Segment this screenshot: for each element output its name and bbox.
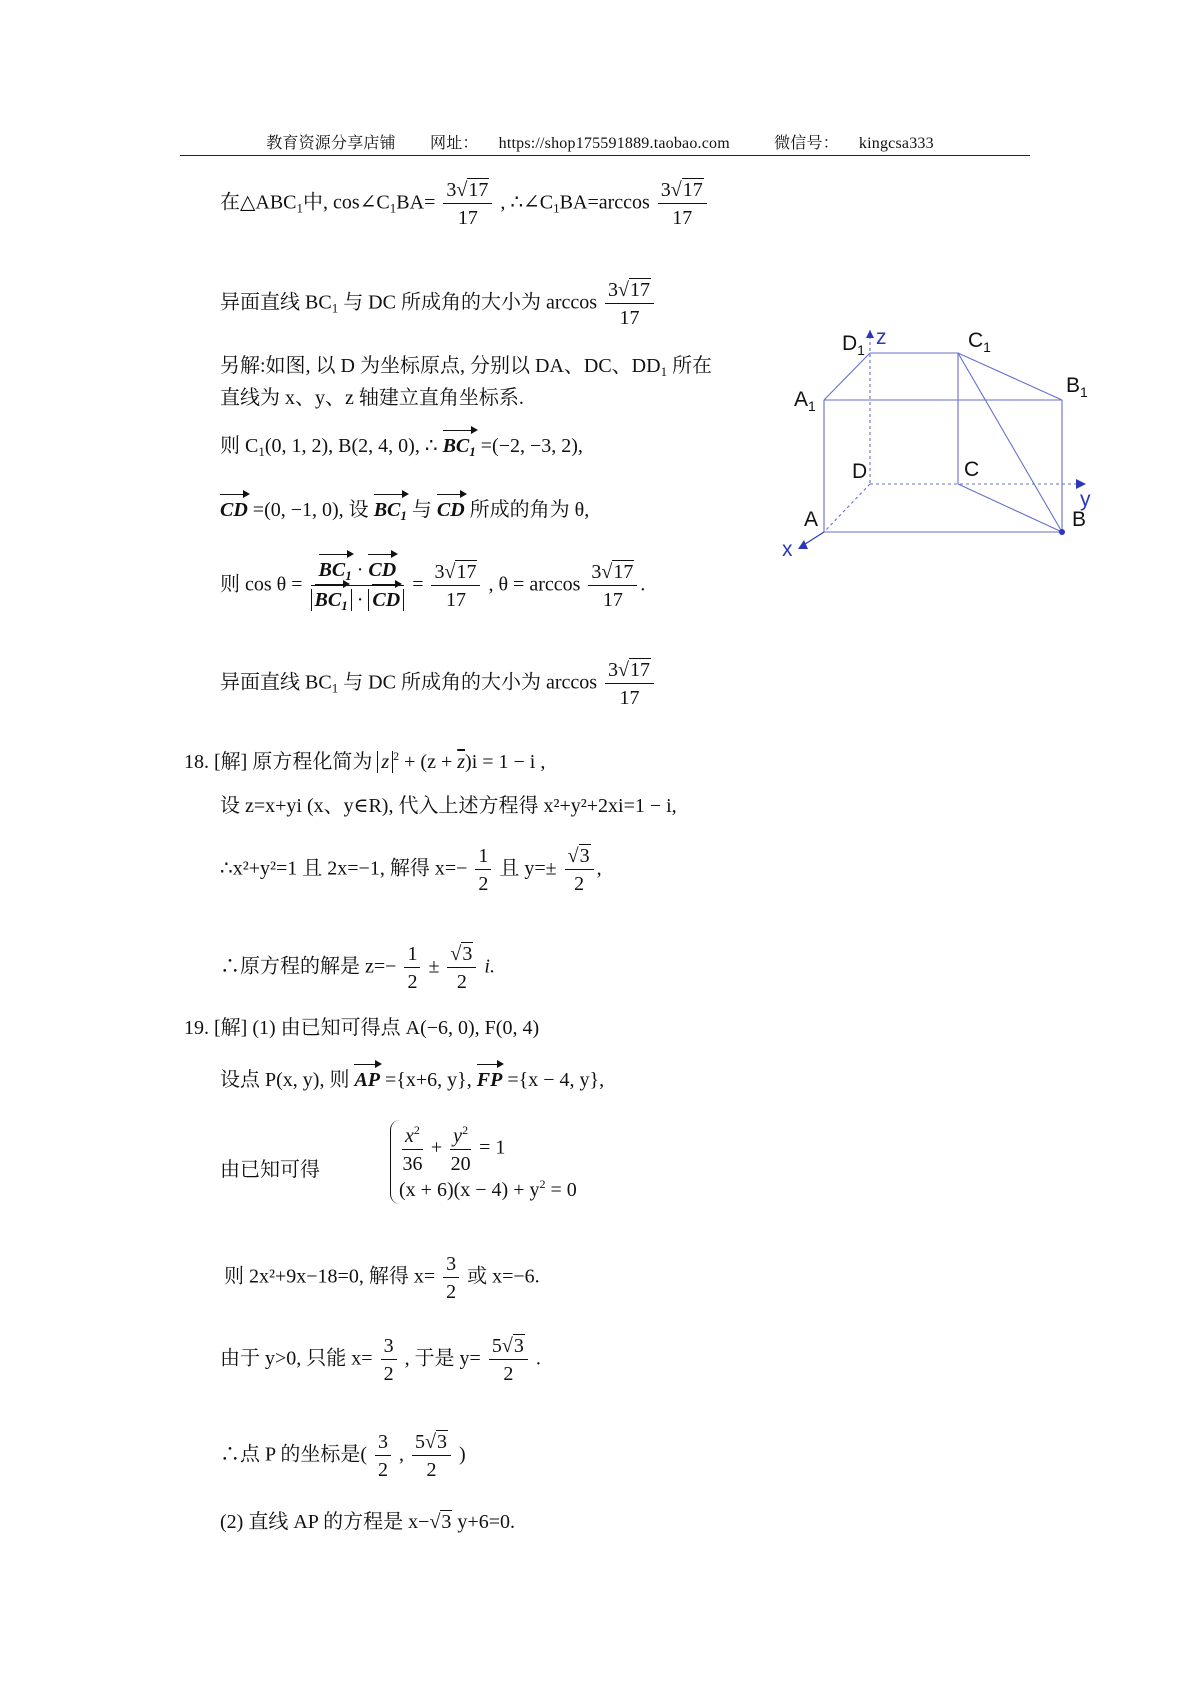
text: (2) 直线 AP 的方程是 x− bbox=[220, 1511, 430, 1533]
cos-fraction bbox=[311, 560, 405, 612]
subscript: 1 bbox=[345, 568, 352, 583]
denominator: 2 bbox=[383, 1363, 394, 1385]
text: y bbox=[453, 1125, 463, 1147]
text: = 0 bbox=[545, 1179, 577, 1201]
subscript: 1 bbox=[389, 200, 397, 216]
subscript: 1 bbox=[660, 364, 668, 379]
coef: 3 bbox=[660, 179, 671, 201]
point-b bbox=[1059, 529, 1065, 535]
text: BC bbox=[314, 589, 342, 611]
conjugate-z: $\overline{z}$ bbox=[457, 751, 466, 773]
radicand: 3 bbox=[437, 1431, 448, 1453]
fraction: $\frac{3√17}{17}$ bbox=[605, 280, 654, 328]
vector-ap: AP bbox=[354, 1069, 381, 1091]
numerator: 1 bbox=[404, 944, 420, 968]
fraction-5sqrt3-half: $\frac{5√3}{2}$ bbox=[412, 1432, 451, 1480]
denominator: 17 bbox=[445, 589, 466, 611]
text: , 于是 y= bbox=[404, 1347, 481, 1370]
denominator: 2 bbox=[503, 1363, 514, 1385]
text: ∴原方程的解是 z=− bbox=[220, 955, 397, 978]
label-b1: $B_1$ bbox=[1066, 374, 1088, 400]
z-arrow bbox=[866, 330, 874, 338]
equation-system bbox=[390, 1120, 577, 1204]
system-brace bbox=[390, 1120, 577, 1204]
radicand: 3 bbox=[441, 1511, 452, 1533]
s18-line3: ∴x²+y²=1 且 2x=−1, 解得 x=− $\frac{1}{2}$ 且 y=± $\frac{√3}{2}$ , bbox=[220, 845, 602, 895]
shop-name: 教育资源分享店铺 bbox=[266, 135, 396, 152]
text: CD bbox=[368, 559, 397, 581]
denominator: 2 bbox=[574, 873, 585, 895]
s19-line2 bbox=[220, 1070, 604, 1090]
radicand: 17 bbox=[682, 179, 703, 201]
text: 或 x=−6. bbox=[467, 1265, 540, 1288]
label-b: B bbox=[1072, 508, 1087, 531]
text: (0, 1, 2), B(2, 4, 0), ∴ bbox=[264, 435, 438, 457]
s19-line1: 19. [解] (1) 由已知可得点 A(−6, 0), F(0, 4) bbox=[184, 1017, 540, 1039]
text: , ∴∠C bbox=[500, 191, 554, 214]
denominator: 2 bbox=[407, 971, 418, 993]
text: 由于 y>0, 只能 x= bbox=[220, 1347, 373, 1370]
label-y: y bbox=[1080, 488, 1091, 511]
numerator: 1 bbox=[475, 846, 491, 870]
text: , θ = arccos bbox=[488, 573, 581, 596]
text: BC bbox=[318, 559, 346, 581]
text: ∴点 P 的坐标是( bbox=[220, 1443, 368, 1466]
system-eq2 bbox=[399, 1178, 577, 1200]
coef: 3 bbox=[608, 659, 619, 681]
coef: 5 bbox=[415, 1431, 426, 1453]
modulus-z: z bbox=[377, 751, 393, 773]
radicand: 3 bbox=[513, 1335, 524, 1357]
text: =(−2, −3, 2), bbox=[475, 435, 583, 457]
wechat-label: 微信号： bbox=[774, 135, 839, 152]
diag-c1-b bbox=[958, 353, 1062, 532]
radicand: 3 bbox=[579, 845, 590, 867]
superscript: 2 bbox=[539, 1177, 546, 1191]
coef: 3 bbox=[434, 561, 445, 583]
subscript: 1 bbox=[400, 508, 407, 523]
text: 则 2x²+9x−18=0, 解得 x= bbox=[224, 1265, 436, 1288]
text: 且 y=± bbox=[499, 857, 557, 880]
label-z: z bbox=[876, 326, 887, 349]
s19-line4 bbox=[224, 1254, 540, 1302]
text: 异面直线 BC bbox=[220, 671, 332, 694]
fraction: $\frac{3√17}{17}$ bbox=[588, 562, 637, 610]
label-a: A bbox=[804, 508, 819, 531]
vector-fp: FP bbox=[476, 1069, 503, 1091]
text: BC bbox=[442, 435, 470, 457]
fraction: $\frac{3√17}{17}$ bbox=[605, 660, 654, 708]
denominator: 17 bbox=[672, 207, 693, 229]
text: BA=arccos bbox=[559, 191, 650, 214]
text: 与 bbox=[406, 499, 432, 521]
text: 则 C bbox=[220, 435, 259, 457]
coef: 3 bbox=[608, 279, 619, 301]
radicand: 17 bbox=[630, 279, 651, 301]
text: x bbox=[405, 1125, 414, 1147]
coef: 3 bbox=[446, 179, 457, 201]
text: =(0, −1, 0), 设 bbox=[247, 499, 369, 521]
text: = 1 bbox=[479, 1136, 506, 1159]
text: ± bbox=[428, 955, 440, 978]
fraction-three-halves bbox=[381, 1336, 397, 1384]
text: 中, cos∠C bbox=[303, 191, 390, 214]
text: i. bbox=[484, 955, 495, 978]
label-d: D bbox=[852, 460, 868, 483]
text: 与 DC 所成角的大小为 arccos bbox=[338, 291, 598, 314]
text: CD bbox=[372, 589, 401, 611]
text: 异面直线 BC bbox=[220, 291, 332, 314]
fraction-sqrt3-half: $\frac{√3}{2}$ bbox=[565, 846, 594, 894]
edge-d1-a1 bbox=[824, 353, 870, 400]
label-c1: $C_1$ bbox=[968, 329, 991, 355]
fraction: $\frac{3√17}{17}$ bbox=[658, 180, 707, 228]
label-d1: $D_1$ bbox=[842, 332, 865, 358]
text: 另解:如图, 以 D 为坐标原点, 分别以 DA、DC、DD bbox=[220, 355, 661, 377]
denominator: 17 bbox=[619, 307, 640, 329]
radicand: 17 bbox=[456, 561, 477, 583]
s19-line5 bbox=[220, 1336, 541, 1384]
s17-line6 bbox=[220, 660, 657, 708]
fraction-5sqrt3-half: $\frac{5√3}{2}$ bbox=[489, 1336, 528, 1384]
text: 与 DC 所成角的大小为 arccos bbox=[338, 671, 598, 694]
numerator: 3 bbox=[381, 1336, 397, 1360]
dot: · bbox=[356, 589, 364, 611]
text: ) bbox=[459, 1443, 466, 1466]
radicand: 17 bbox=[613, 561, 634, 583]
subscript: 1 bbox=[296, 200, 304, 216]
vector-cd: CD bbox=[220, 499, 248, 521]
fraction-half bbox=[404, 944, 420, 992]
s17-line2 bbox=[220, 280, 657, 328]
text: (x + 6)(x − 4) + y bbox=[399, 1179, 540, 1201]
subscript: 1 bbox=[331, 300, 339, 316]
text: ∴x²+y²=1 且 2x=−1, 解得 x=− bbox=[220, 857, 468, 880]
fraction-three-halves bbox=[443, 1254, 459, 1302]
fraction-three-halves bbox=[375, 1432, 391, 1480]
superscript: 2 bbox=[393, 749, 400, 763]
text: 则 cos θ = bbox=[220, 573, 303, 596]
s17-line5: 则 cos θ = $\frac{BC_1 \cdot CD}{BC_1 \cdot CD}$ = $\frac{3√17}{17}$ , θ = arccos $\frac{3√17}{17}$ . bbox=[220, 559, 646, 613]
x-arrow bbox=[798, 540, 808, 549]
header-rule bbox=[180, 155, 1030, 156]
text: BC bbox=[373, 499, 401, 521]
wechat-id: kingcsa333 bbox=[858, 135, 934, 152]
text: 18. [解] 原方程化简为 bbox=[184, 751, 373, 773]
denominator: 2 bbox=[446, 1281, 457, 1303]
subscript: 1 bbox=[331, 680, 339, 696]
text: ={x+6, y}, bbox=[380, 1069, 472, 1091]
radicand: 17 bbox=[468, 179, 489, 201]
text: . bbox=[535, 1347, 541, 1370]
text: 在△ABC bbox=[220, 191, 297, 214]
text: )i = 1 − i , bbox=[465, 751, 546, 773]
s19-line3: 由已知可得 bbox=[220, 1159, 320, 1181]
text: ={x − 4, y}, bbox=[502, 1069, 605, 1091]
shop-url[interactable]: https://shop175591889.taobao.com bbox=[498, 135, 730, 152]
s17-line3 bbox=[220, 436, 583, 458]
radicand: 3 bbox=[462, 943, 473, 965]
subscript: 1 bbox=[258, 444, 265, 459]
denominator: 17 bbox=[457, 207, 478, 229]
label-a1: $A_1$ bbox=[794, 388, 816, 414]
fraction: $\frac{3√17}{17}$ bbox=[431, 562, 480, 610]
s17-line1 bbox=[220, 180, 710, 228]
denominator: 36 bbox=[402, 1153, 423, 1175]
edge-d-a bbox=[824, 484, 870, 532]
s18-line1 bbox=[184, 750, 545, 772]
vector-cd: CD bbox=[436, 499, 465, 521]
fraction: $\frac{3√17}{17}$ bbox=[443, 180, 492, 228]
label-c: C bbox=[964, 458, 980, 481]
superscript: 2 bbox=[413, 1123, 420, 1137]
denominator: 2 bbox=[426, 1459, 437, 1481]
text: 所在 bbox=[667, 355, 713, 377]
s19-line7: (2) 直线 AP 的方程是 x−√3 y+6=0. bbox=[220, 1511, 515, 1533]
s18-line2: 设 z=x+yi (x、y∈R), 代入上述方程得 x²+y²+2xi=1 − i, bbox=[220, 795, 677, 817]
fraction-half bbox=[475, 846, 491, 894]
denominator: 2 bbox=[456, 971, 467, 993]
text: BA= bbox=[396, 191, 436, 214]
edge-c-b bbox=[958, 484, 1062, 532]
text: + (z + bbox=[399, 751, 458, 773]
s17-alt-line2: 直线为 x、y、z 轴建立直角坐标系. bbox=[220, 387, 524, 409]
subscript: 1 bbox=[553, 200, 560, 216]
denominator: 20 bbox=[450, 1153, 471, 1175]
superscript: 2 bbox=[462, 1123, 469, 1137]
label-x: x bbox=[782, 538, 793, 561]
subscript: 1 bbox=[469, 444, 476, 459]
numerator: 3 bbox=[443, 1254, 459, 1278]
denominator: 17 bbox=[602, 589, 623, 611]
page-header bbox=[180, 130, 1030, 153]
text: , bbox=[399, 1443, 405, 1466]
vector-bc1 bbox=[374, 500, 407, 522]
url-label: 网址： bbox=[430, 135, 479, 152]
subscript: 1 bbox=[341, 598, 348, 613]
denominator: 17 bbox=[619, 687, 640, 709]
text: 所成的角为 θ, bbox=[464, 499, 590, 521]
fraction-sqrt3-half: $\frac{√3}{2}$ bbox=[447, 944, 476, 992]
s18-line4 bbox=[220, 944, 495, 992]
edge-c1-b1 bbox=[958, 353, 1062, 400]
text: y+6=0. bbox=[457, 1511, 515, 1533]
system-eq1: $\frac{x^2}{36}$ + $\frac{y^2}{20}$ = 1 bbox=[402, 1123, 506, 1175]
cuboid-figure bbox=[780, 320, 1100, 570]
numerator: 3 bbox=[375, 1432, 391, 1456]
denominator: 2 bbox=[378, 1459, 389, 1481]
dot: · bbox=[356, 559, 364, 581]
denominator: 2 bbox=[478, 873, 489, 895]
s19-line6 bbox=[220, 1432, 466, 1480]
s17-alt-line1 bbox=[220, 356, 712, 378]
coef: 3 bbox=[591, 561, 602, 583]
vector-bc1 bbox=[443, 436, 476, 458]
s17-line4 bbox=[220, 500, 589, 522]
radicand: 17 bbox=[630, 659, 651, 681]
text: 设点 P(x, y), 则 bbox=[220, 1069, 350, 1091]
coef: 5 bbox=[491, 1335, 502, 1357]
